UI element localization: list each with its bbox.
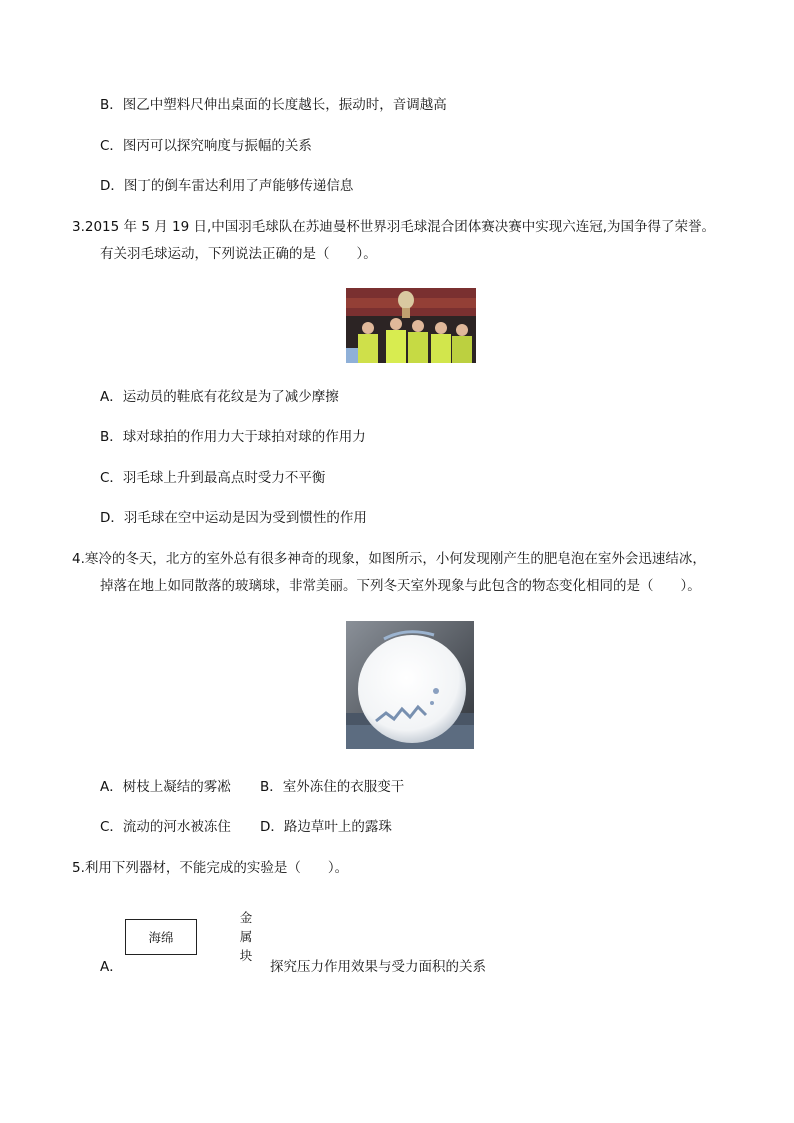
q4-stem-line1: 4.寒冷的冬天，北方的室外总有很多神奇的现象，如图所示，小何发现刚产生的肥皂泡在室外会迅速结冰， [72, 551, 706, 567]
q3-option-a: A．运动员的鞋底有花纹是为了减少摩擦 [100, 389, 339, 405]
q5-stem: 5.利用下列器材，不能完成的实验是（ ）。 [72, 860, 349, 876]
q2-option-b: B．图乙中塑料尺伸出桌面的长度越长，振动时，音调越高 [100, 97, 447, 113]
q4-stem-line2: 掉落在地上如同散落的玻璃球，非常美丽。下列冬天室外现象与此包含的物态变化相同的是（ ）。 [100, 578, 701, 594]
frozen-bubble-photo [346, 621, 474, 749]
badminton-team-photo [346, 288, 476, 363]
q3-stem-line1: 3.2015 年 5 月 19 日,中国羽毛球队在苏迪曼杯世界羽毛球混合团体赛决赛中实现六连冠,为国争得了荣誉。 [72, 219, 716, 235]
q4-option-c: C．流动的河水被冻住 [100, 819, 231, 835]
q5-option-a-text: 探究压力作用效果与受力面积的关系 [270, 959, 486, 975]
q3-option-c: C．羽毛球上升到最高点时受力不平衡 [100, 470, 326, 486]
q3-stem-line2: 有关羽毛球运动，下列说法正确的是（ ）。 [100, 246, 377, 262]
q4-option-b: B．室外冻住的衣服变干 [260, 779, 405, 795]
q4-option-d: D．路边草叶上的露珠 [260, 819, 392, 835]
q5-option-a-label: A． [100, 959, 123, 975]
q4-option-a: A．树枝上凝结的雾凇 [100, 779, 231, 795]
sponge-box [125, 919, 197, 955]
q2-option-d: D．图丁的倒车雷达利用了声能够传递信息 [100, 178, 354, 194]
q3-option-b: B．球对球拍的作用力大于球拍对球的作用力 [100, 429, 366, 445]
metal-block-label: 金属块 [239, 910, 253, 963]
sponge-label: 海绵 [148, 930, 174, 945]
q2-option-c: C．图丙可以探究响度与振幅的关系 [100, 138, 312, 154]
q3-option-d: D．羽毛球在空中运动是因为受到惯性的作用 [100, 510, 367, 526]
